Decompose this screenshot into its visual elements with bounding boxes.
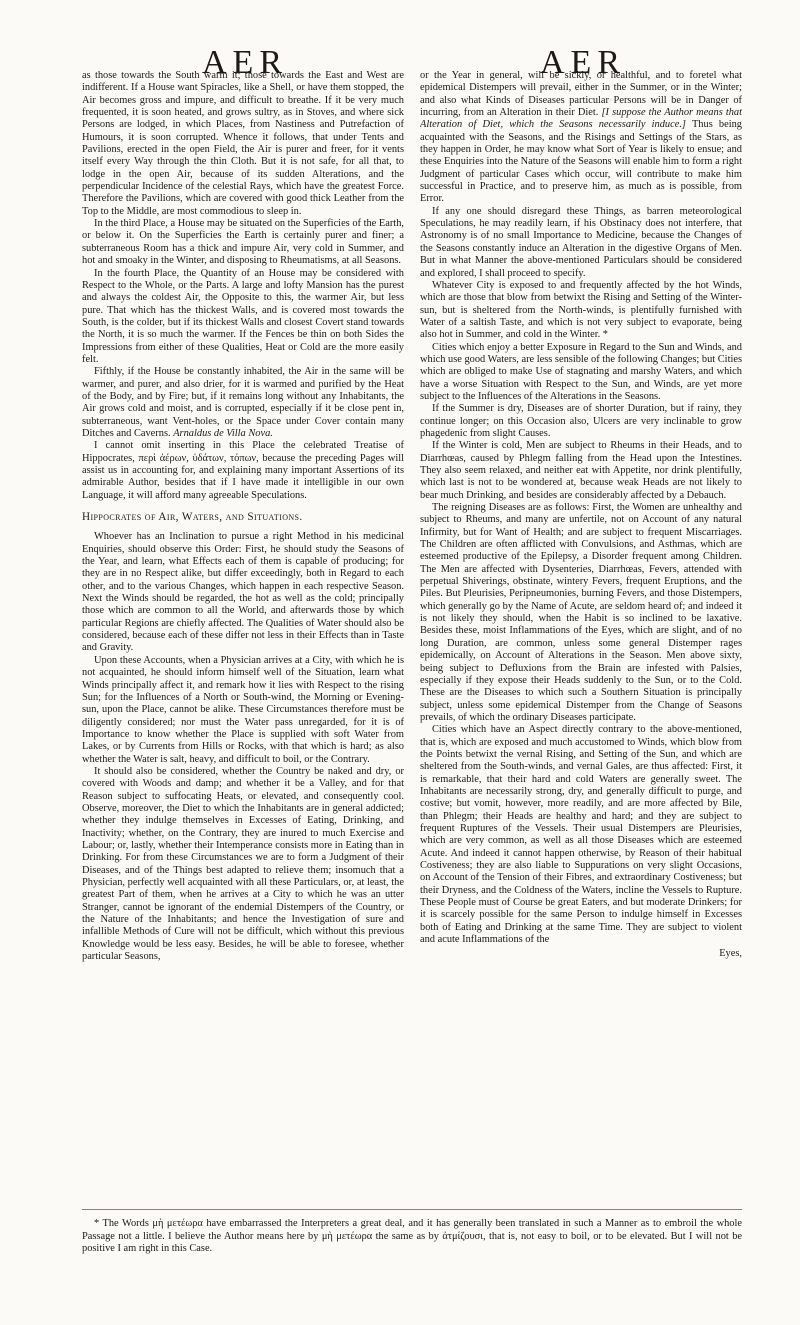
footnote-text: * The Words μὴ μετέωρα have embarrassed the Interpreters a great deal, and it has generally been translated in such a Manner as to embroil the whole Passage not a little. I believe the Author means here by μὴ μετέωρα the same as by ἀτμίζουσι, that is, not easy to boil, or to be elevated. But I will not be positive I am right in this Case. (82, 1218, 742, 1255)
paragraph-text: or the Year in general, will be sickly, or healthful, and to foretel what epidemical Distempers will prevail, either in the Summer, or in the Winter; and also what Kinds of Diseases particular Persons will be in Danger of incurring, from an Alteration in their Diet. (420, 70, 742, 119)
paragraph: In the third Place, a House may be situated on the Superficies of the Earth, or below it. On the Superficies the Earth is certainly purer and finer; a subterraneous Room has a thick and impure Air, very cold in Summer, and hot and smoaky in the Winter, and disposing to Rheumatisms, at all Seasons. (82, 218, 404, 267)
paragraph (82, 366, 404, 440)
paragraph: Whoever has an Inclination to pursue a right Method in his medicinal Enquiries, should observe this Order: First, he should study the Seasons of the Year, and learn, what Effects each of them is capable of producing; for they are in no Respect alike, but differ exceedingly, both in Regard to each other, and to the various Changes, which happen in each respective Season. Next the Winds should be regarded, the hot as well as the cold; principally those which are common to all the World, and afterwards those by which particular Regions are chiefly affected. The Qualities of Water should also be considered, because each of these differ not less in their Effects than in Taste and Gravity. (82, 531, 404, 654)
paragraph (420, 70, 742, 206)
paragraph: If the Summer is dry, Diseases are of shorter Duration, but if rainy, they continue longer; on this Occasion also, Ulcers are very inclinable to grow phagedenic from slight Causes. (420, 403, 742, 439)
editor-note: [I suppose the Author means that Alteration of Diet, which the Seasons necessarily induce.] (420, 107, 742, 131)
text-columns (82, 70, 742, 1208)
paragraph: It should also be considered, whether the Country be naked and dry, or covered with Woods and damp; and whether it be a Valley, and for that Reason subject to suffocating Heats, or elevated, and consequently cool. Observe, moreover, the Diet to which the Inhabitants are in general addicted; whether they indulge themselves in Excesses of Eating, Drinking, and Inactivity; whether, on the Contrary, they are inured to much Exercise and Labour; or, lastly, whether their Intemperance consists more in Eating than in Drinking. For from these Circumstances we are to form a Judgment of their Diseases, and of the Things best adapted to relieve them; insomuch that a Physician, perfectly well acquainted with all these Particulars, or, at least, the greatest Part of them, when he arrives at a City to which he was an utter Stranger, cannot be ignorant of the endemial Distempers of the Country, or the Nature of the Inhabitants; and hence the Investigation of sure and infallible Methods of Cure will not be difficult, which without this previous Knowledge would be less easy. Besides, he will be able to foresee, whether particular Seasons, (82, 765, 404, 963)
paragraph: In the fourth Place, the Quantity of an House may be considered with Respect to the Whole, or the Parts. A large and lofty Mansion has the purest and always the coldest Air, the Opposite to this, the warmer Air, but less pure. That which has the thickest Walls, and is covered most towards the South, is the colder, but if its thickest Walls and closest Covert stand towards the North, it is so much the warmer. If the Fences be thin on both Sides the Impressions from either of these Qualities, Heat or Cold are the more easily felt. (82, 267, 404, 365)
paragraph: If any one should disregard these Things, as barren meteorological Speculations, he may readily learn, if his Obstinacy does not interfere, that Astronomy is of no small Importance to Medicine, because the Changes of the Seasons constantly induce an Alteration in the digestive Organs of Men. But in what Manner the above-mentioned Particulars should be considered and explored, I shall proceed to specify. (420, 205, 742, 279)
author-citation: Arnaldus de Villa Nova. (173, 427, 273, 439)
catchword: Eyes, (719, 948, 742, 960)
left-column (82, 70, 404, 1208)
footnote-rule (82, 1209, 742, 1210)
right-column (420, 70, 742, 1208)
paragraph-text: Fifthly, if the House be constantly inhabited, the Air in the same will be warmer, and purer, and also drier, for it is warmed and purified by the Heat of the Body, and by Fire; but, if it remains long without any Inhabitants, the Air grows cold and moist, and is corrupted, especially if it be close pent in, subterraneous, want Vent-holes, or the Space under Cover contain many Ditches and Caverns. (82, 366, 404, 439)
paragraph: Upon these Accounts, when a Physician arrives at a City, with which he is not acquainted, he should inform himself well of the Situation, learn what Winds principally affect it, and remark how it lies with Respect to the rising Sun; for the Influences of a North or South-wind, the Morning or Evening-sun, upon the Place, cannot be alike. These Circumstances therefore must be diligently considered; nor must the Water pass unregarded, for it is of Importance to know whether the Place is supplied with soft Water from Lakes, or by Currents from Hills or Rocks, with that which is hard; as also whether the Water is salt, heavy, and difficult to boil, or the Contrary. (82, 654, 404, 765)
paragraph: Cities which enjoy a better Exposure in Regard to the Sun and Winds, and which use good Waters, are less sensible of the following Changes; but Cities which are obliged to make Use of stagnating and marshy Waters, and which have a worse Situation with Respect to the Sun, and Winds, are yet more subject to the Influences of the Alterations in the Seasons. (420, 341, 742, 402)
footnote (82, 1218, 742, 1256)
paragraph: as those towards the South warm it; those towards the East and West are indifferent. If a House want Spiracles, like a Shell, or have them stopped, the Air becomes gross and impure, and difficult to breathe. If it be very much frequented, it is soon heated, and grows sultry, as in Stoves, and where sick Persons are lodged, in which Places, from Nastiness and Putrefaction of Humours, it is soon corrupted. Whence it follows, that under Tents and Pavilions, erected in the open Field, the Air is purer and freer, for it vents itself every Way through the thin Cloth. But it is not safe, for all that, to lodge in the open Air, because of its sudden Alterations, and the perpendicular Incidence of the celestial Rays, which have the greatest Force. Therefore the Pavilions, which are covered with good thick Leather from the Top to the Middle, are most commodious to sleep in. (82, 70, 404, 217)
running-head-left: AER (202, 44, 288, 81)
paragraph: Cities which have an Aspect directly contrary to the above-mentioned, that is, which are exposed and much accustomed to Winds, which blow from the Points betwixt the vernal Rising, and Setting of the Sun, and which are sheltered from the South-winds, and vernal Gales, are thus affected: First, it is remarkable, that their hard and cold Waters are generally sweet. The Inhabitants are necessarily strong, dry, and generally difficult to purge, and costive; but vomit, however, more readily, and are more affected by Bile, than Phlegm; their Heads are healthy and hard; and they are subject to frequent Ruptures of the Vessels. Their usual Distempers are Pleurisies, which are very common, as well as all those Diseases which are esteemed Acute. And indeed it cannot happen otherwise, by Reason of their habitual Costiveness; they are also liable to Suppurations on very slight Occasions, on Account of the Tension of their Fibres, and extraordinary Costiveness; but their Dryness, and the Coldness of the Waters, incline the Vessels to Rupture. These People must of Course be great Eaters, and but moderate Drinkers; for it is scarcely possible for the same Person to indulge himself in Excesses both of Eating and Drinking at the same Time. They are subject to violent and acute Inflammations of the (420, 724, 742, 946)
paragraph: I cannot omit inserting in this Place the celebrated Treatise of Hippocrates, περὶ ἀέρων, ὑδάτων, τόπων, because the preceding Pages will assist us in accounting for, and explaining many important Assertions of its admirable Author, besides that if I have made it intelligible in our own Language, it will afford many agreeable Speculations. (82, 440, 404, 501)
paragraph-text: Thus being acquainted with the Seasons, and the Risings and Settings of the Stars, as they happen in Order, he may know what Sort of Year is likely to ensue; and these Enquiries into the Nature of the Seasons will enable him to form a right Judgment of particular Cases which occur, will contribute to make him successful in Practice, and to preserve him, as much as is possible, from Error. (420, 119, 742, 205)
running-head-right: AER (540, 44, 626, 81)
paragraph: If the Winter is cold, Men are subject to Rheums in their Heads, and to Diarrhœas, caused by Phlegm falling from the Head upon the Intestines. They also seem relaxed, and neither eat with Appetite, nor drink plentifully, which last is not to be wondered at, because weak Heads are not likely to bear much Drinking, and besides are considerably affected by a Debauch. (420, 440, 742, 501)
paragraph: Whatever City is exposed to and frequently affected by the hot Winds, which are those that blow from betwixt the Rising and Setting of the Winter-sun, but is sheltered from the North-winds, is plentifully furnished with Water of a saltish Taste, and which is not very subject to evaporate, being also hot in Summer, and cold in the Winter. * (420, 279, 742, 341)
paragraph: The reigning Diseases are as follows: First, the Women are unhealthy and subject to Rheums, and many are unfertile, not on Account of any natural Infirmity, but for Want of Health; and are subject to frequent Miscarriages. The Children are often afflicted with Convulsions, and Asthmas, which are esteemed productive of the Epilepsy, a Disorder frequent among Children. The Men are affected with Dysenteries, Diarrhœas, Fevers, attended with perpetual Shiverings, obstinate, wintery Fevers, frequent Eruptions, and the Piles. But Pleurisies, Peripneumonies, burning Fevers, and those Distempers, which generally go by the Name of Acute, are seldom heard of; and indeed it is not likely they should, when the Habit is so inclined to be laxative. Besides these, moist Inflammations of the Eyes, which are slight, and of no long Duration, are common, unless some general Distemper rages epidemically, on Account of Alterations in the Season. Men above sixty, being subject to Defluxions from the Brain are infested with Palsies, especially if they expose their Heads suddenly to the Sun, or to the Cold. These are the Diseases to which such a Southern Situation is principally subject, unless some epidemical Distemper from the Change of Seasons prevails, of which the ordinary Diseases participate. (420, 502, 742, 723)
section-heading: Hippocrates of Air, Waters, and Situations. (82, 511, 303, 524)
